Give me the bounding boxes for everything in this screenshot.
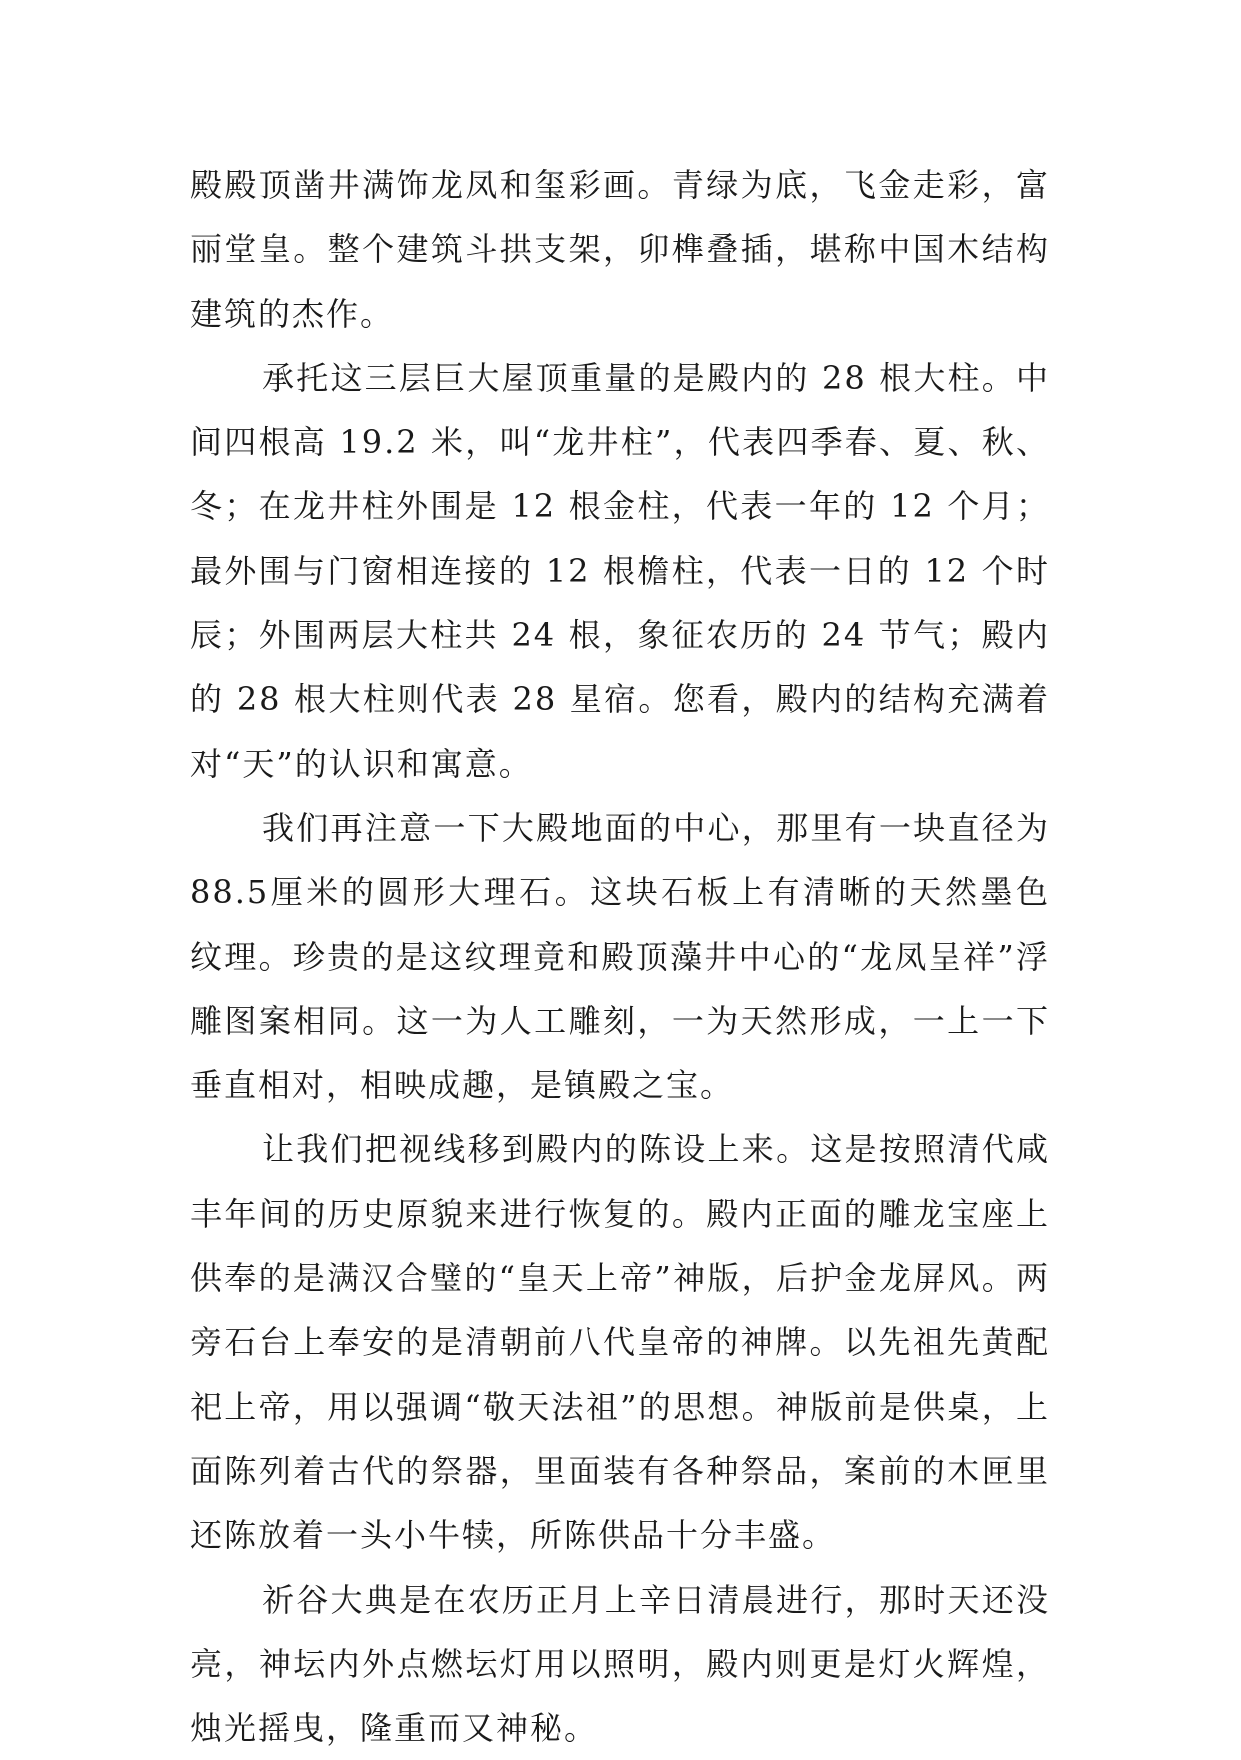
paragraph-1: 殿殿顶凿井满饰龙凤和玺彩画。青绿为底，飞金走彩，富丽堂皇。整个建筑斗拱支架，卯榫叠插，堪称中国木结构建筑的杰作。 — [190, 166, 1050, 333]
paragraph-5: 祈谷大典是在农历正月上辛日清晨进行，那时天还没亮，神坛内外点燃坛灯用以照明，殿内则更是灯火辉煌，烛光摇曳，隆重而又神秘。 — [190, 1580, 1050, 1748]
paragraph-3: 我们再注意一下大殿地面的中心，那里有一块直径为 88.5厘米的圆形大理石。这块石板上有清晰的天然墨色纹理。珍贵的是这纹理竟和殿顶藻井中心的“龙凤呈祥”浮雕图案相同。这一为人工雕刻，一为天然形成，一上一下垂直相对，相映成趣，是镇殿之宝。 — [190, 808, 1050, 1105]
document-body — [190, 153, 1050, 1760]
paragraph-2: 承托这三层巨大屋顶重量的是殿内的 28 根大柱。中间四根高 19.2 米，叫“龙井柱”，代表四季春、夏、秋、冬；在龙井柱外围是 12 根金柱，代表一年的 12 个月；最外围与门窗相连接的 12 根檐柱，代表一日的 12 个时辰；外围两层大柱共 24 根，象征农历的 24 节气；殿内的 28 根大柱则代表 28 星宿。您看，殿内的结构充满着对“天”的认识和寓意。 — [190, 358, 1050, 783]
paragraph-4: 让我们把视线移到殿内的陈设上来。这是按照清代咸丰年间的历史原貌来进行恢复的。殿内正面的雕龙宝座上供奉的是满汉合璧的“皇天上帝”神版，后护金龙屏风。两旁石台上奉安的是清朝前八代皇帝的神牌。以先祖先黄配祀上帝，用以强调“敬天法祖”的思想。神版前是供桌，上面陈列着古代的祭器，里面装有各种祭品，案前的木匣里还陈放着一头小牛犊，所陈供品十分丰盛。 — [190, 1130, 1050, 1555]
